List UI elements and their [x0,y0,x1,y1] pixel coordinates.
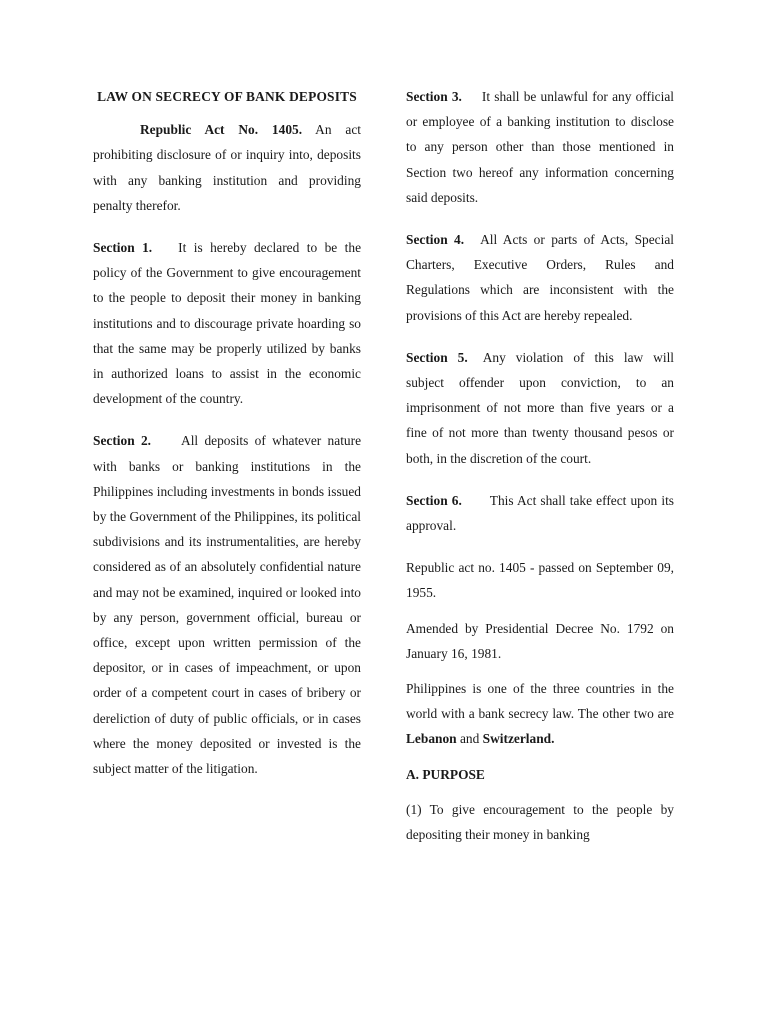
section-2 [93,428,361,781]
purpose-item-1: (1) To give encouragement to the people by depositing their money in banking [406,801,674,843]
purpose-heading: A. PURPOSE [406,766,485,782]
country-switzerland: Switzerland. [482,731,555,747]
countries-note [406,676,674,752]
document-title: LAW ON SECRECY OF BANK DEPOSITS [97,89,357,104]
section-text: All Acts or parts of Acts, Special Charters, Executive Orders, Rules and Regulations which are inconsistent with the provisions of this Act are hereby repealed. [406,232,674,323]
republic-act-label: Republic Act No. 1405. [140,122,303,138]
countries-and: and [459,731,480,747]
section-label: Section 6. [406,492,462,508]
section-text: All deposits of whatever nature with banks or banking institutions in the Philippines including investments in bonds issued by the Government of the Philippines, its political subdivisions and its instrumentalities, are hereby considered as of an absolutely confidential nature and may not be examined, inquired or looked into by any person, government official, bureau or office, except upon written permission of the depositor, or in cases of impeachment, or upon order of a competent court in cases of bribery or dereliction of duty of public officials, or in cases where the money deposited or invested is the subject matter of the litigation. [93,433,362,777]
section-label: Section 4. [406,232,465,248]
section-label: Section 5. [406,349,468,365]
section-6 [406,488,674,538]
section-5 [406,345,674,471]
section-text: It shall be unlawful for any official or employee of a banking institution to disclose to any person other than those mentioned in Section two hereof any information concerning said deposits. [406,89,674,205]
section-text: Any violation of this law will subject offender upon conviction, to an imprisonment of not more than five years or a fine of not more than twenty thousand pesos or both, in the discretion of the court. [406,349,675,466]
section-label: Section 3. [406,89,462,104]
section-3 [406,84,674,210]
right-column [406,84,674,847]
section-text: It is hereby declared to be the policy of the Government to give encouragement to the people to deposit their money in banking institutions and to discourage private hoarding so that the same may be properly utilized by banks in authorized loans to assist in the economic development of the country. [93,240,362,407]
section-text: This Act shall take effect upon its approval. [406,492,674,534]
passed-note: Republic act no. 1405 - passed on September 09, 1955. [406,560,674,601]
section-label: Section 2. [93,433,152,449]
republic-act-text: An act prohibiting disclosure of or inquiry into, deposits with any banking institution and providing penalty therefor. [93,122,361,213]
left-column [93,84,361,781]
section-label: Section 1. [93,240,153,256]
section-1 [93,235,361,411]
country-lebanon: Lebanon [406,731,457,747]
section-4 [406,227,674,328]
countries-text: Philippines is one of the three countries in the world with a bank secrecy law. The other two are [406,681,674,722]
amended-note: Amended by Presidential Decree No. 1792 on January 16, 1981. [406,620,674,661]
republic-act-intro [93,117,361,218]
